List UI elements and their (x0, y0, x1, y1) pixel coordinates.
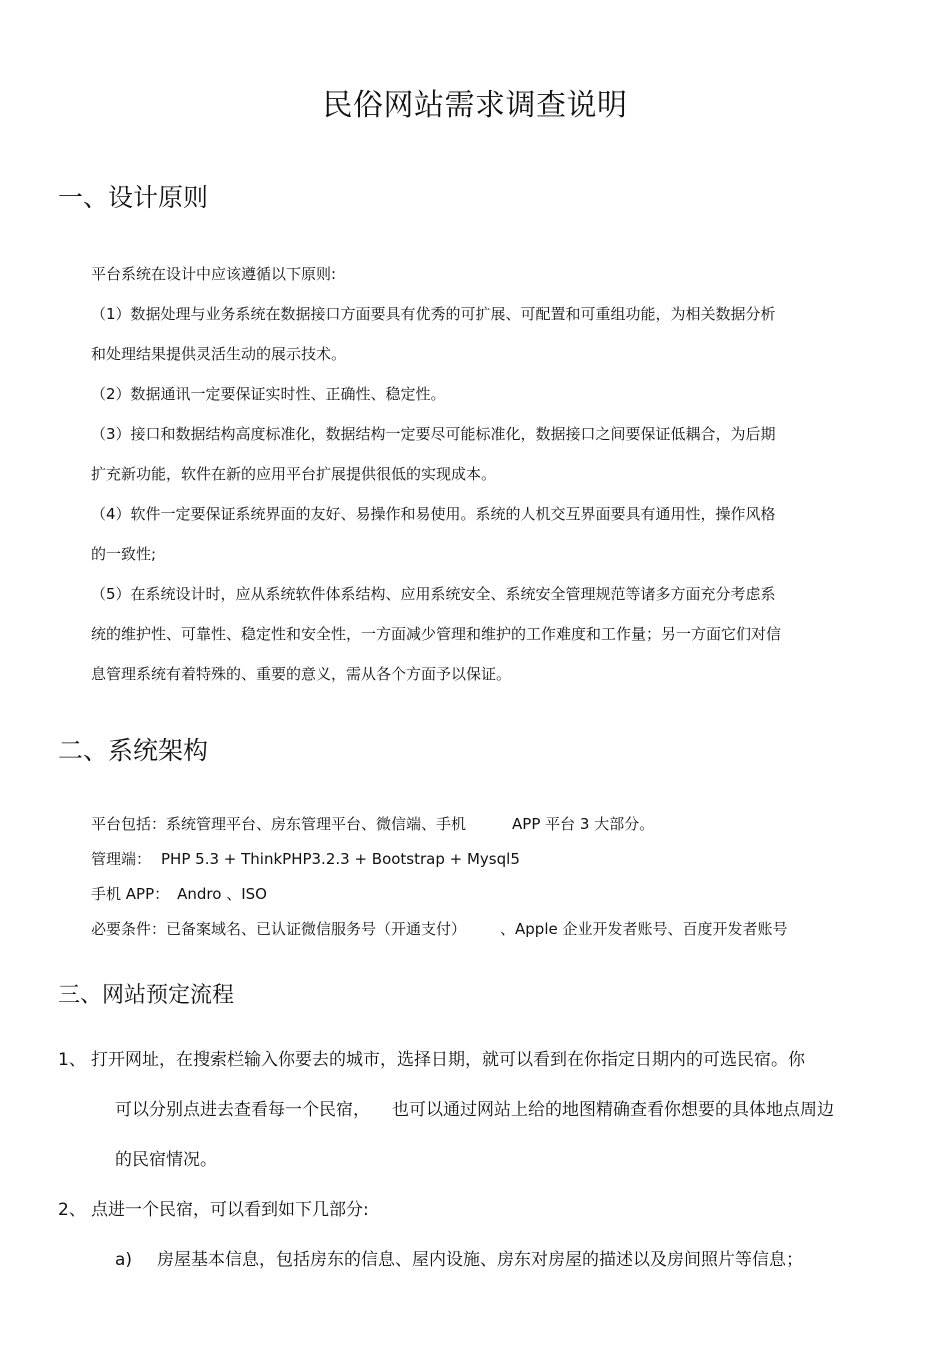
paragraph: （5）在系统设计时，应从系统软件体系结构、应用系统安全、系统安全管理规范等诸多方面充分考虑系 (91, 585, 776, 603)
list-number: 1、 (58, 1050, 86, 1070)
list-item-line: 点进一个民宿，可以看到如下几部分: (91, 1200, 369, 1220)
paragraph: 和处理结果提供灵活生动的展示技术。 (91, 345, 347, 363)
line-label: 管理端： (91, 850, 152, 868)
sub-item-label: a) (115, 1250, 133, 1270)
line-label: 手机 APP： (91, 885, 170, 903)
line-label: 必要条件：已备案域名、已认证微信服务号（开通支付） (91, 920, 467, 938)
section-heading-booking-flow: 三、网站预定流程 (58, 983, 235, 1008)
paragraph: 扩充新功能，软件在新的应用平台扩展提供很低的实现成本。 (91, 465, 497, 483)
list-item-line: 打开网址，在搜索栏输入你要去的城市，选择日期，就可以看到在你指定日期内的可选民宿。你 (91, 1050, 805, 1070)
architecture-line (91, 883, 267, 905)
paragraph: （2）数据通讯一定要保证实时性、正确性、稳定性。 (91, 385, 446, 403)
architecture-line (91, 813, 654, 835)
line-value: Andro 、ISO (177, 885, 267, 903)
architecture-line (91, 848, 520, 870)
paragraph: （3）接口和数据结构高度标准化，数据结构一定要尽可能标准化，数据接口之间要保证低耦合，为后期 (91, 425, 776, 443)
sub-item-text: 房屋基本信息，包括房东的信息、屋内设施、房东对房屋的描述以及房间照片等信息； (157, 1250, 803, 1270)
paragraph: 的一致性; (91, 545, 157, 563)
line-value: PHP 5.3 + ThinkPHP3.2.3 + Bootstrap + Mysql5 (161, 850, 520, 868)
architecture-line (91, 918, 788, 940)
list-item-line: 的民宿情况。 (115, 1150, 217, 1170)
paragraph: （4）软件一定要保证系统界面的友好、易操作和易使用。系统的人机交互界面要具有通用性，操作风格 (91, 505, 776, 523)
line-label: 平台包括：系统管理平台、房东管理平台、微信端、手机 (91, 815, 467, 833)
line-value: APP 平台 3 大部分。 (512, 815, 655, 833)
list-number: 2、 (58, 1200, 86, 1220)
paragraph: （1）数据处理与业务系统在数据接口方面要具有优秀的可扩展、可配置和可重组功能，为相关数据分析 (91, 305, 776, 323)
list-item-line: 可以分别点进去查看每一个民宿， 也可以通过网站上给的地图精确查看你想要的具体地点周边 (115, 1100, 834, 1120)
section-heading-system-architecture: 二、系统架构 (58, 736, 209, 765)
page-title: 民俗网站需求调查说明 (322, 88, 628, 123)
paragraph: 平台系统在设计中应该遵循以下原则: (91, 265, 337, 283)
paragraph: 统的维护性、可靠性、稳定性和安全性，一方面减少管理和维护的工作难度和工作量；另一方面它们对信 (91, 625, 782, 643)
line-value: 、Apple 企业开发者账号、百度开发者账号 (500, 920, 788, 938)
paragraph: 息管理系统有着特殊的、重要的意义，需从各个方面予以保证。 (91, 665, 512, 683)
section-heading-design-principles: 一、设计原则 (58, 183, 209, 212)
